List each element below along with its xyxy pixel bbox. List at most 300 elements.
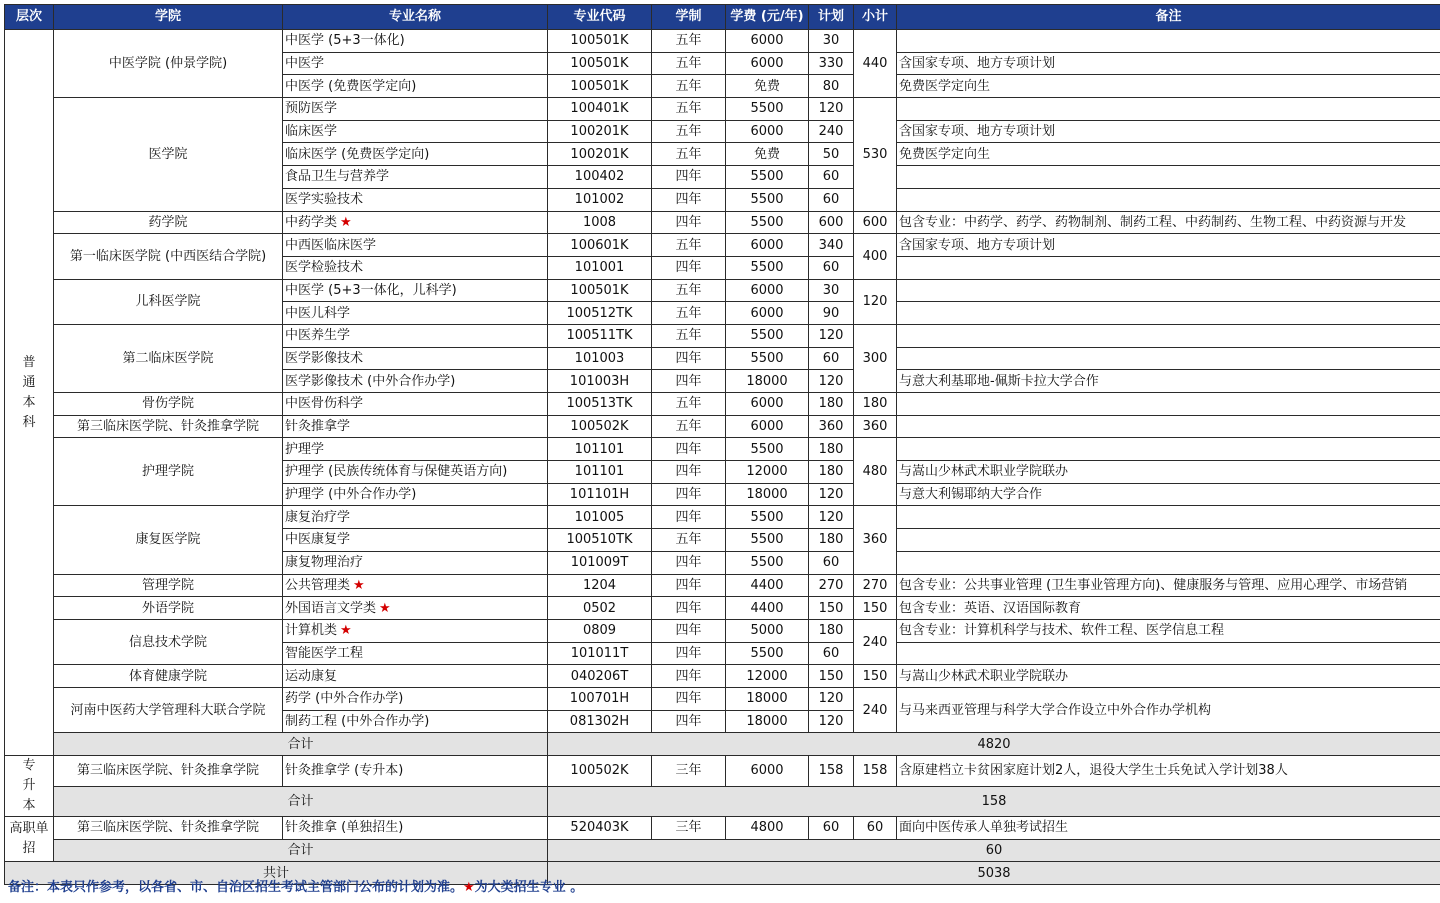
note-cell: 包含专业：英语、汉语国际教育	[897, 597, 1440, 620]
college-cell: 医学院	[54, 98, 283, 211]
major-cell	[283, 120, 548, 143]
major-name: 外国语言文学类	[285, 600, 377, 616]
college-cell: 管理学院	[54, 574, 283, 597]
major-name: 制药工程 (中外合作办学)	[285, 713, 430, 729]
plan-cell: 340	[809, 234, 854, 257]
code-cell: 1008	[548, 211, 652, 234]
plan-cell: 60	[809, 256, 854, 279]
years-cell: 四年	[652, 483, 726, 506]
major-name: 中医学 (5+3一体化，儿科学)	[285, 282, 457, 298]
major-name: 康复治疗学	[285, 509, 351, 525]
major-name: 临床医学	[285, 124, 338, 140]
plan-cell: 240	[809, 120, 854, 143]
years-cell: 四年	[652, 551, 726, 574]
major-name: 预防医学	[285, 101, 338, 117]
college-cell: 第一临床医学院 (中西医结合学院)	[54, 234, 283, 279]
fee-cell: 5500	[726, 256, 809, 279]
subtotal-cell: 240	[854, 687, 897, 732]
note-cell: 与意大利基耶地-佩斯卡拉大学合作	[897, 370, 1440, 393]
note-cell	[897, 438, 1440, 461]
note-cell: 含国家专项、地方专项计划	[897, 120, 1440, 143]
fee-cell: 6000	[726, 52, 809, 75]
fee-cell: 6000	[726, 30, 809, 53]
code-cell: 081302H	[548, 710, 652, 733]
plan-cell: 120	[809, 483, 854, 506]
star-icon: ★	[379, 600, 391, 616]
total-row-zhuanshengben	[5, 786, 1440, 817]
major-name: 中医养生学	[285, 328, 351, 344]
header-major: 专业名称	[283, 5, 548, 30]
star-icon: ★	[340, 214, 352, 230]
star-icon: ★	[340, 623, 352, 639]
level-cell	[5, 817, 54, 862]
footnote-text: 备注：本表只作参考，以各省、市、自治区招生考试主管部门公布的计划为准。	[8, 880, 464, 895]
college-cell: 信息技术学院	[54, 619, 283, 664]
plan-cell: 360	[809, 415, 854, 438]
plan-cell: 90	[809, 302, 854, 325]
fee-cell: 6000	[726, 279, 809, 302]
years-cell: 五年	[652, 52, 726, 75]
fee-cell: 5500	[726, 529, 809, 552]
major-name: 护理学 (中外合作办学)	[285, 487, 417, 503]
major-cell	[283, 756, 548, 787]
header-college: 学院	[54, 5, 283, 30]
fee-cell: 5500	[726, 98, 809, 121]
years-cell: 四年	[652, 256, 726, 279]
code-cell: 100511TK	[548, 324, 652, 347]
plan-cell: 120	[809, 687, 854, 710]
header-note: 备注	[897, 5, 1440, 30]
grand-total-value: 5038	[548, 862, 1440, 885]
plan-cell: 60	[809, 551, 854, 574]
note-cell: 与嵩山少林武术职业学院联办	[897, 461, 1440, 484]
major-cell	[283, 302, 548, 325]
table-row	[5, 30, 1440, 53]
years-cell: 四年	[652, 619, 726, 642]
header-level: 层次	[5, 5, 54, 30]
fee-cell: 18000	[726, 710, 809, 733]
major-cell	[283, 98, 548, 121]
code-cell: 101009T	[548, 551, 652, 574]
fee-cell: 6000	[726, 234, 809, 257]
years-cell: 四年	[652, 597, 726, 620]
years-cell: 四年	[652, 642, 726, 665]
major-cell	[283, 415, 548, 438]
plan-cell: 120	[809, 370, 854, 393]
plan-cell: 270	[809, 574, 854, 597]
years-cell: 五年	[652, 393, 726, 416]
years-cell: 四年	[652, 188, 726, 211]
code-cell: 100502K	[548, 415, 652, 438]
total-value: 60	[548, 839, 1440, 862]
code-cell: 100402	[548, 166, 652, 189]
major-cell	[283, 506, 548, 529]
plan-cell: 330	[809, 52, 854, 75]
note-cell	[897, 279, 1440, 302]
major-cell	[283, 30, 548, 53]
plan-cell: 60	[809, 817, 854, 840]
subtotal-cell: 300	[854, 324, 897, 392]
code-cell: 101003H	[548, 370, 652, 393]
fee-cell: 5500	[726, 211, 809, 234]
years-cell: 五年	[652, 324, 726, 347]
major-cell	[283, 461, 548, 484]
code-cell: 101001	[548, 256, 652, 279]
fee-cell: 18000	[726, 687, 809, 710]
subtotal-cell: 270	[854, 574, 897, 597]
note-cell	[897, 506, 1440, 529]
plan-cell: 600	[809, 211, 854, 234]
level-cell	[5, 30, 54, 756]
subtotal-cell: 400	[854, 234, 897, 279]
major-name: 智能医学工程	[285, 645, 364, 661]
table-row	[5, 817, 1440, 840]
years-cell: 五年	[652, 529, 726, 552]
plan-cell: 50	[809, 143, 854, 166]
years-cell: 五年	[652, 302, 726, 325]
note-cell: 含国家专项、地方专项计划	[897, 52, 1440, 75]
major-cell	[283, 75, 548, 98]
years-cell: 三年	[652, 756, 726, 787]
code-cell: 101003	[548, 347, 652, 370]
years-cell: 五年	[652, 279, 726, 302]
note-cell: 免费医学定向生	[897, 143, 1440, 166]
subtotal-cell: 440	[854, 30, 897, 98]
table-row	[5, 665, 1440, 688]
table-row	[5, 619, 1440, 642]
plan-cell: 60	[809, 166, 854, 189]
total-value: 158	[548, 786, 1440, 817]
table-row	[5, 597, 1440, 620]
plan-cell: 60	[809, 347, 854, 370]
major-name: 中药学类	[285, 214, 338, 230]
level-cell	[5, 756, 54, 817]
code-cell: 101101	[548, 461, 652, 484]
header-row	[5, 5, 1440, 30]
college-cell: 第三临床医学院、针灸推拿学院	[54, 415, 283, 438]
code-cell: 040206T	[548, 665, 652, 688]
major-name: 针灸推拿学	[285, 419, 351, 435]
table-row	[5, 415, 1440, 438]
fee-cell: 12000	[726, 665, 809, 688]
note-cell: 与嵩山少林武术职业学院联办	[897, 665, 1440, 688]
code-cell: 100510TK	[548, 529, 652, 552]
fee-cell: 5500	[726, 506, 809, 529]
plan-cell: 150	[809, 665, 854, 688]
subtotal-cell: 180	[854, 393, 897, 416]
major-cell	[283, 234, 548, 257]
major-name: 食品卫生与营养学	[285, 169, 390, 185]
major-cell	[283, 483, 548, 506]
fee-cell: 4400	[726, 574, 809, 597]
major-cell	[283, 393, 548, 416]
fee-cell: 免费	[726, 75, 809, 98]
header-subtotal: 小计	[854, 5, 897, 30]
plan-cell: 180	[809, 438, 854, 461]
table-row	[5, 438, 1440, 461]
years-cell: 四年	[652, 461, 726, 484]
fee-cell: 6000	[726, 756, 809, 787]
plan-cell: 30	[809, 30, 854, 53]
plan-cell: 60	[809, 642, 854, 665]
fee-cell: 6000	[726, 120, 809, 143]
major-name: 护理学 (民族传统体育与保健英语方向)	[285, 464, 508, 480]
plan-cell: 158	[809, 756, 854, 787]
code-cell: 100701H	[548, 687, 652, 710]
major-cell	[283, 574, 548, 597]
header-fee: 学费 (元/年)	[726, 5, 809, 30]
major-cell	[283, 665, 548, 688]
star-icon: ★	[463, 880, 475, 895]
major-name: 中医学 (5+3一体化)	[285, 33, 405, 49]
major-name: 运动康复	[285, 668, 338, 684]
code-cell: 101002	[548, 188, 652, 211]
major-name: 中医学	[285, 56, 325, 72]
table-row	[5, 234, 1440, 257]
star-icon: ★	[353, 577, 365, 593]
table-row	[5, 756, 1440, 787]
note-cell: 含国家专项、地方专项计划	[897, 234, 1440, 257]
years-cell: 四年	[652, 211, 726, 234]
major-name: 医学检验技术	[285, 260, 364, 276]
table-row	[5, 687, 1440, 710]
note-cell	[897, 529, 1440, 552]
major-name: 药学 (中外合作办学)	[285, 691, 404, 707]
note-cell	[897, 324, 1440, 347]
major-cell	[283, 817, 548, 840]
plan-cell: 180	[809, 619, 854, 642]
college-cell: 护理学院	[54, 438, 283, 506]
table-row	[5, 324, 1440, 347]
code-cell: 100201K	[548, 120, 652, 143]
code-cell: 101101H	[548, 483, 652, 506]
code-cell: 100201K	[548, 143, 652, 166]
major-cell	[283, 52, 548, 75]
code-cell: 100501K	[548, 30, 652, 53]
total-label: 合计	[54, 733, 548, 756]
level-label: 高职单招	[9, 821, 49, 857]
college-cell: 第三临床医学院、针灸推拿学院	[54, 817, 283, 840]
code-cell: 100502K	[548, 756, 652, 787]
plan-cell: 150	[809, 597, 854, 620]
level-label: 专升本	[22, 758, 36, 813]
major-name: 中医康复学	[285, 532, 351, 548]
major-name: 医学影像技术 (中外合作办学)	[285, 373, 456, 389]
years-cell: 四年	[652, 665, 726, 688]
code-cell: 0502	[548, 597, 652, 620]
note-cell: 面向中医传承人单独考试招生	[897, 817, 1440, 840]
code-cell: 100501K	[548, 52, 652, 75]
major-cell	[283, 597, 548, 620]
note-cell	[897, 551, 1440, 574]
major-cell	[283, 166, 548, 189]
fee-cell: 4400	[726, 597, 809, 620]
fee-cell: 18000	[726, 370, 809, 393]
subtotal-cell: 600	[854, 211, 897, 234]
fee-cell: 5500	[726, 188, 809, 211]
fee-cell: 5500	[726, 642, 809, 665]
major-cell	[283, 710, 548, 733]
subtotal-cell: 120	[854, 279, 897, 324]
college-cell: 药学院	[54, 211, 283, 234]
years-cell: 五年	[652, 98, 726, 121]
years-cell: 四年	[652, 370, 726, 393]
years-cell: 五年	[652, 143, 726, 166]
fee-cell: 5500	[726, 324, 809, 347]
plan-cell: 120	[809, 506, 854, 529]
note-cell	[897, 347, 1440, 370]
years-cell: 四年	[652, 687, 726, 710]
college-cell: 中医学院 (仲景学院)	[54, 30, 283, 98]
subtotal-cell: 530	[854, 98, 897, 211]
code-cell: 0809	[548, 619, 652, 642]
years-cell: 五年	[652, 415, 726, 438]
major-cell	[283, 188, 548, 211]
code-cell: 101005	[548, 506, 652, 529]
major-name: 护理学	[285, 441, 325, 457]
major-name: 医学实验技术	[285, 192, 364, 208]
note-cell: 与马来西亚管理与科学大学合作设立中外合作办学机构	[897, 687, 1440, 732]
plan-cell: 60	[809, 188, 854, 211]
footnote-suffix: 为大类招生专业 。	[474, 880, 584, 895]
code-cell: 101101	[548, 438, 652, 461]
years-cell: 四年	[652, 506, 726, 529]
fee-cell: 免费	[726, 143, 809, 166]
major-cell	[283, 438, 548, 461]
subtotal-cell: 480	[854, 438, 897, 506]
code-cell: 100501K	[548, 75, 652, 98]
note-cell: 含原建档立卡贫困家庭计划2人，退役大学生士兵免试入学计划38人	[897, 756, 1440, 787]
major-cell	[283, 551, 548, 574]
code-cell: 100513TK	[548, 393, 652, 416]
note-cell	[897, 188, 1440, 211]
years-cell: 五年	[652, 234, 726, 257]
plan-cell: 30	[809, 279, 854, 302]
major-name: 康复物理治疗	[285, 555, 364, 571]
plan-cell: 120	[809, 324, 854, 347]
fee-cell: 6000	[726, 415, 809, 438]
fee-cell: 5000	[726, 619, 809, 642]
code-cell: 1204	[548, 574, 652, 597]
years-cell: 四年	[652, 166, 726, 189]
table-row	[5, 506, 1440, 529]
note-cell: 免费医学定向生	[897, 75, 1440, 98]
code-cell: 100501K	[548, 279, 652, 302]
enrollment-plan-table	[4, 4, 1440, 885]
note-cell	[897, 166, 1440, 189]
years-cell: 三年	[652, 817, 726, 840]
fee-cell: 4800	[726, 817, 809, 840]
major-cell	[283, 687, 548, 710]
major-cell	[283, 143, 548, 166]
major-name: 针灸推拿 (单独招生)	[285, 820, 404, 836]
major-name: 中医儿科学	[285, 305, 351, 321]
subtotal-cell: 240	[854, 619, 897, 664]
fee-cell: 5500	[726, 347, 809, 370]
plan-cell: 180	[809, 461, 854, 484]
plan-cell: 180	[809, 393, 854, 416]
plan-cell: 80	[809, 75, 854, 98]
note-cell: 包含专业：公共事业管理 (卫生事业管理方向)、健康服务与管理、应用心理学、市场营销	[897, 574, 1440, 597]
major-name: 针灸推拿学 (专升本)	[285, 763, 404, 779]
major-cell	[283, 529, 548, 552]
footnote	[8, 876, 583, 895]
fee-cell: 6000	[726, 302, 809, 325]
code-cell: 100601K	[548, 234, 652, 257]
subtotal-cell: 158	[854, 756, 897, 787]
fee-cell: 5500	[726, 438, 809, 461]
fee-cell: 18000	[726, 483, 809, 506]
total-label: 合计	[54, 839, 548, 862]
note-cell	[897, 642, 1440, 665]
note-cell	[897, 415, 1440, 438]
note-cell	[897, 256, 1440, 279]
years-cell: 四年	[652, 438, 726, 461]
total-row-gaozhi	[5, 839, 1440, 862]
level-label: 普通本科	[22, 354, 36, 430]
years-cell: 四年	[652, 347, 726, 370]
header-years: 学制	[652, 5, 726, 30]
major-cell	[283, 619, 548, 642]
years-cell: 四年	[652, 710, 726, 733]
header-plan: 计划	[809, 5, 854, 30]
college-cell: 第三临床医学院、针灸推拿学院	[54, 756, 283, 787]
major-cell	[283, 642, 548, 665]
plan-cell: 120	[809, 710, 854, 733]
table-row	[5, 393, 1440, 416]
major-name: 中西医临床医学	[285, 237, 377, 253]
code-cell: 100512TK	[548, 302, 652, 325]
major-name: 中医骨伤科学	[285, 396, 364, 412]
college-cell: 体育健康学院	[54, 665, 283, 688]
years-cell: 四年	[652, 574, 726, 597]
code-cell: 520403K	[548, 817, 652, 840]
major-cell	[283, 211, 548, 234]
note-cell: 包含专业：中药学、药学、药物制剂、制药工程、中药制药、生物工程、中药资源与开发	[897, 211, 1440, 234]
total-label: 合计	[54, 786, 548, 817]
note-cell	[897, 98, 1440, 121]
fee-cell: 5500	[726, 551, 809, 574]
major-cell	[283, 324, 548, 347]
college-cell: 儿科医学院	[54, 279, 283, 324]
table-row	[5, 574, 1440, 597]
fee-cell: 6000	[726, 393, 809, 416]
fee-cell: 12000	[726, 461, 809, 484]
code-cell: 100401K	[548, 98, 652, 121]
header-code: 专业代码	[548, 5, 652, 30]
fee-cell: 5500	[726, 166, 809, 189]
note-cell: 与意大利锡耶纳大学合作	[897, 483, 1440, 506]
note-cell	[897, 302, 1440, 325]
major-cell	[283, 347, 548, 370]
subtotal-cell: 360	[854, 506, 897, 574]
plan-cell: 120	[809, 98, 854, 121]
major-name: 医学影像技术	[285, 350, 364, 366]
subtotal-cell: 150	[854, 597, 897, 620]
total-value: 4820	[548, 733, 1440, 756]
plan-cell: 180	[809, 529, 854, 552]
years-cell: 五年	[652, 30, 726, 53]
total-row-benke	[5, 733, 1440, 756]
college-cell: 外语学院	[54, 597, 283, 620]
note-cell	[897, 393, 1440, 416]
table-row	[5, 98, 1440, 121]
note-cell	[897, 30, 1440, 53]
college-cell: 第二临床医学院	[54, 324, 283, 392]
subtotal-cell: 60	[854, 817, 897, 840]
code-cell: 101011T	[548, 642, 652, 665]
note-cell: 包含专业：计算机科学与技术、软件工程、医学信息工程	[897, 619, 1440, 642]
